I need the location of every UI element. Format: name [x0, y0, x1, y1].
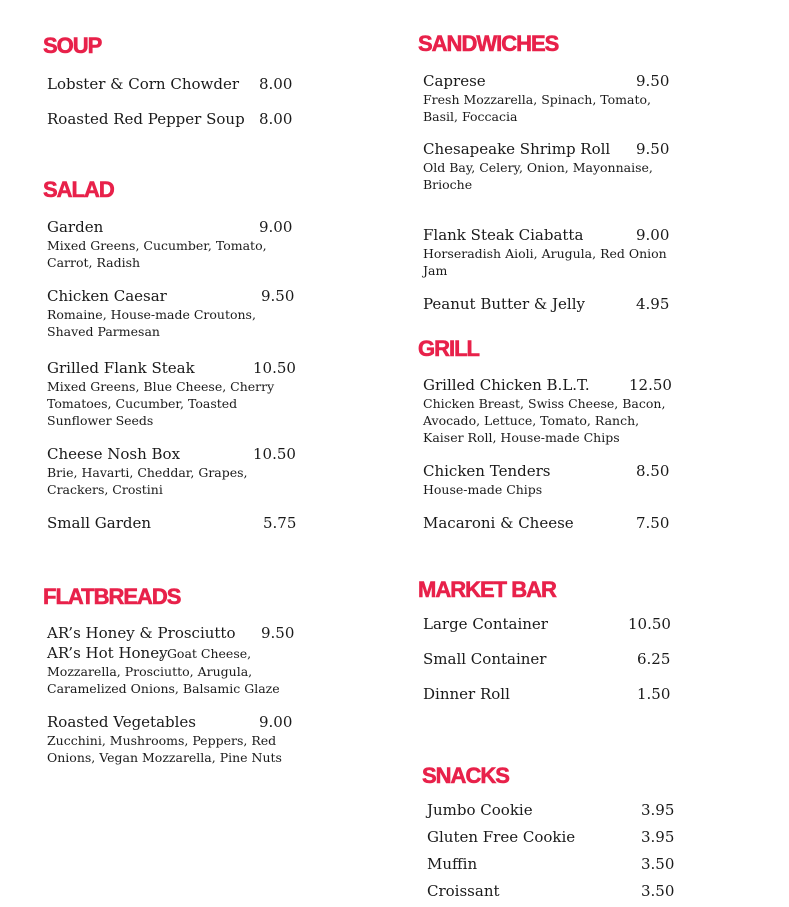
item-price: 10.50 [253, 445, 296, 463]
description-line: Shaved Parmesan [47, 324, 160, 339]
item-price: 9.50 [636, 72, 670, 90]
item-price: 5.75 [263, 514, 297, 532]
item-price: 4.95 [636, 295, 670, 313]
item-name: Jumbo Cookie [427, 801, 533, 819]
item-price: 10.50 [628, 615, 671, 633]
item-price: 3.95 [641, 828, 675, 846]
item-name: Chicken Tenders [423, 462, 551, 480]
item-name: Macaroni & Cheese [423, 514, 574, 532]
item-name: Dinner Roll [423, 685, 510, 703]
description-line: Crackers, Crostini [47, 482, 163, 497]
market-bar-section [418, 577, 688, 707]
item-name: Small Garden [47, 514, 152, 532]
flatbreads-section [43, 584, 303, 774]
item-description [47, 732, 282, 766]
description-line: Romaine, House-made Croutons, [47, 307, 256, 322]
item-price: 3.50 [641, 855, 675, 873]
item-price: 8.00 [259, 110, 293, 128]
item-description [47, 663, 280, 697]
item-description [423, 395, 665, 446]
item-name: Cheese Nosh Box [47, 445, 181, 463]
item-name: Lobster & Corn Chowder [47, 75, 240, 93]
snacks-heading: SNACKS [422, 763, 509, 788]
item-description [423, 245, 667, 279]
item-name: Chicken Caesar [47, 287, 167, 305]
grill-heading: GRILL [418, 336, 479, 361]
description-line: Sunflower Seeds [47, 413, 154, 428]
item-description [423, 159, 653, 193]
item-price: 10.50 [253, 359, 296, 377]
item-description [47, 306, 256, 340]
description-line: Kaiser Roll, House-made Chips [423, 430, 620, 445]
description-line: Mixed Greens, Cucumber, Tomato, [47, 238, 267, 253]
item-name: Garden [47, 218, 104, 236]
description-line: Avocado, Lettuce, Tomato, Ranch, [423, 413, 640, 428]
description-line: Basil, Foccacia [423, 109, 518, 124]
soup-section [43, 33, 303, 143]
item-name: Roasted Vegetables [47, 713, 196, 731]
item-name: Flank Steak Ciabatta [423, 226, 584, 244]
salad-section [43, 177, 303, 547]
item-price: 9.00 [636, 226, 670, 244]
item-description-inline: , Goat Cheese, [159, 646, 252, 661]
item-name: AR’s Hot Honey [47, 644, 168, 662]
item-description [423, 481, 542, 498]
market-bar-heading: MARKET BAR [418, 577, 556, 602]
item-price: 9.50 [636, 140, 670, 158]
salad-heading: SALAD [43, 177, 114, 202]
sandwiches-heading: SANDWICHES [418, 31, 559, 56]
item-name: Croissant [427, 882, 500, 900]
description-line: Tomatoes, Cucumber, Toasted [47, 396, 238, 411]
description-line: Brioche [423, 177, 473, 192]
item-name: Grilled Chicken B.L.T. [423, 376, 590, 394]
item-price: 9.50 [261, 287, 295, 305]
item-name: Large Container [423, 615, 548, 633]
soup-heading: SOUP [43, 33, 102, 58]
item-name: Chesapeake Shrimp Roll [423, 140, 611, 158]
snacks-section [422, 763, 692, 903]
item-price: 12.50 [629, 376, 672, 394]
description-line: Brie, Havarti, Cheddar, Grapes, [47, 465, 248, 480]
item-description [423, 91, 651, 125]
item-price: 1.50 [637, 685, 671, 703]
item-price: 8.50 [636, 462, 670, 480]
description-line: Mixed Greens, Blue Cheese, Cherry [47, 379, 275, 394]
item-price: 8.00 [259, 75, 293, 93]
item-description [47, 464, 248, 498]
item-name: Gluten Free Cookie [427, 828, 576, 846]
description-line: Caramelized Onions, Balsamic Glaze [47, 681, 280, 696]
description-line: Zucchini, Mushrooms, Peppers, Red [47, 733, 277, 748]
item-price: 6.25 [637, 650, 671, 668]
item-description [47, 378, 274, 429]
description-line: Fresh Mozzarella, Spinach, Tomato, [423, 92, 651, 107]
description-line: Horseradish Aioli, Arugula, Red Onion [423, 246, 667, 261]
description-line: Carrot, Radish [47, 255, 141, 270]
item-name: Caprese [423, 72, 486, 90]
description-line: Chicken Breast, Swiss Cheese, Bacon, [423, 396, 666, 411]
item-name: AR’s Honey & Prosciutto [47, 624, 236, 642]
item-name: Grilled Flank Steak [47, 359, 195, 377]
description-line: Old Bay, Celery, Onion, Mayonnaise, [423, 160, 653, 175]
sandwiches-section [418, 31, 688, 321]
description-line: Onions, Vegan Mozzarella, Pine Nuts [47, 750, 282, 765]
item-name: Roasted Red Pepper Soup [47, 110, 245, 128]
item-price: 9.00 [259, 218, 293, 236]
item-name: Peanut Butter & Jelly [423, 295, 585, 313]
item-price: 9.00 [259, 713, 293, 731]
item-name: Small Container [423, 650, 547, 668]
description-line: House-made Chips [423, 482, 543, 497]
item-name: Muffin [427, 855, 478, 873]
description-line: Mozzarella, Prosciutto, Arugula, [47, 664, 253, 679]
item-price: 3.95 [641, 801, 675, 819]
grill-section [418, 336, 688, 536]
item-price: 9.50 [261, 624, 295, 642]
item-price: 3.50 [641, 882, 675, 900]
description-line: Jam [423, 263, 448, 278]
item-price: 7.50 [636, 514, 670, 532]
item-description [47, 237, 267, 271]
flatbreads-heading: FLATBREADS [43, 584, 181, 609]
